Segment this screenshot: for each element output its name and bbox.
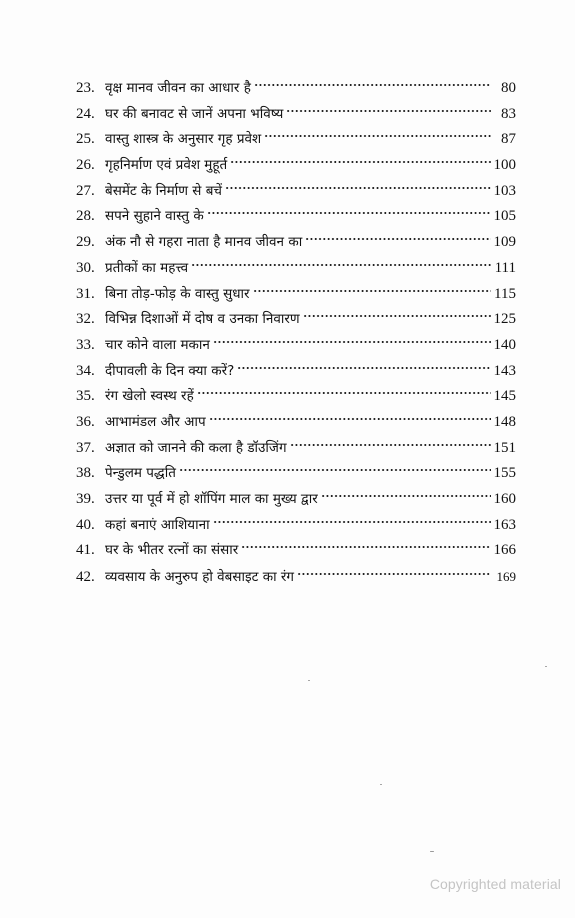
toc-entry-number: 25. <box>76 131 95 148</box>
dot-leader <box>209 416 491 422</box>
dot-leader <box>230 159 490 165</box>
toc-entry-number: 28. <box>76 208 95 225</box>
dot-leader <box>305 236 490 242</box>
toc-entry-title: दीपावली के दिन क्या करें? <box>105 362 235 379</box>
toc-entry <box>76 410 516 436</box>
scan-speck <box>308 680 310 681</box>
dot-leader <box>321 493 491 499</box>
dot-leader <box>254 82 491 88</box>
toc-entry <box>76 384 516 410</box>
toc-entry-page-number: 125 <box>493 311 516 328</box>
toc-entry-title: बेसमेंट के निर्माण से बचें <box>105 182 222 199</box>
toc-entry-page-number: 115 <box>494 285 516 302</box>
toc-entry <box>76 487 516 513</box>
dot-leader <box>191 262 491 268</box>
toc-entry <box>76 282 516 308</box>
toc-entry-title: अज्ञात को जानने की कला है डॉउजिंग <box>105 439 287 456</box>
dot-leader <box>303 313 491 319</box>
toc-entry <box>76 76 516 102</box>
toc-entry-title: पेन्डुलम पद्धति <box>105 465 176 482</box>
scan-speck <box>380 784 382 785</box>
toc-entry-number: 35. <box>76 388 95 405</box>
toc-entry-title: वृक्ष मानव जीवन का आधार है <box>105 80 251 96</box>
toc-entry-page-number: 155 <box>493 465 516 482</box>
toc-entry-page-number: 140 <box>493 336 516 353</box>
toc-entry <box>76 153 516 179</box>
copyright-watermark: Copyrighted material <box>429 876 561 892</box>
toc-entry-page-number: 83 <box>501 105 516 122</box>
toc-entry-number: 30. <box>76 259 95 276</box>
scan-speck <box>430 851 434 852</box>
toc-entry <box>76 256 516 282</box>
dot-leader <box>179 467 491 473</box>
toc-entry <box>76 461 516 487</box>
toc-entry-page-number: 143 <box>493 362 516 379</box>
toc-entry-page-number: 151 <box>493 439 516 456</box>
toc-entry-page-number: 166 <box>493 542 516 559</box>
toc-entry-number: 27. <box>76 182 95 199</box>
toc-entry-title: कहां बनाएं आशियाना <box>105 516 210 533</box>
toc-entry-number: 33. <box>76 336 95 353</box>
toc-entry-number: 31. <box>76 285 95 302</box>
toc-entry-title: चार कोने वाला मकान <box>105 336 210 353</box>
toc-entry-title: अंक नौ से गहरा नाता है मानव जीवन का <box>105 234 303 251</box>
toc-entry-page-number: 109 <box>493 234 516 251</box>
toc-entry <box>76 513 516 539</box>
scan-speck <box>545 666 547 667</box>
toc-entry-page-number: 87 <box>501 131 516 148</box>
toc-entry <box>76 307 516 333</box>
toc-entry-title: प्रतीकों का महत्त्व <box>105 259 189 276</box>
toc-entry-number: 38. <box>76 465 95 482</box>
toc-entry-number: 36. <box>76 413 95 430</box>
toc-entry-title: घर की बनावट से जानें अपना भविष्य <box>105 105 284 122</box>
dot-leader <box>225 185 491 191</box>
toc-entry-title: सपने सुहाने वास्तु के <box>105 208 204 225</box>
toc-entry-page-number: 103 <box>493 182 516 199</box>
toc-entry-page-number: 169 <box>496 569 516 585</box>
toc-entry-title: रंग खेलो स्वस्थ रहें <box>105 388 194 405</box>
toc-entry-title: आभामंडल और आप <box>105 413 206 430</box>
toc-entry-page-number: 160 <box>493 491 516 507</box>
toc-entry-title: घर के भीतर रत्नों का संसार <box>105 542 239 559</box>
toc-entry <box>76 564 516 590</box>
toc-entry-page-number: 148 <box>493 413 516 430</box>
toc-entry <box>76 127 516 153</box>
toc-entry <box>76 359 516 385</box>
toc-entry <box>76 436 516 462</box>
toc-entry-title: वास्तु शास्त्र के अनुसार गृह प्रवेश <box>105 131 262 148</box>
toc-entry-number: 23. <box>76 80 95 96</box>
toc-entry-title: बिना तोड़-फोड़ के वास्तु सुधार <box>105 285 250 302</box>
dot-leader <box>253 288 491 294</box>
toc-entry-number: 40. <box>76 516 95 533</box>
toc-entry-number: 39. <box>76 491 95 507</box>
toc-entry-page-number: 80 <box>501 80 516 96</box>
dot-leader <box>286 108 491 114</box>
toc-entry-number: 29. <box>76 234 95 251</box>
toc-entry <box>76 333 516 359</box>
toc-entry-page-number: 105 <box>493 208 516 225</box>
toc-entry <box>76 538 516 564</box>
toc-entry-number: 37. <box>76 439 95 456</box>
dot-leader <box>213 519 491 525</box>
table-of-contents <box>76 76 516 590</box>
toc-entry-page-number: 100 <box>493 157 516 174</box>
dot-leader <box>264 133 491 139</box>
toc-entry <box>76 102 516 128</box>
dot-leader <box>197 390 491 396</box>
toc-entry-title: विभिन्न दिशाओं में दोष व उनका निवारण <box>105 311 300 328</box>
dot-leader <box>213 339 491 345</box>
toc-entry-number: 41. <box>76 542 95 559</box>
dot-leader <box>207 210 491 216</box>
dot-leader <box>241 544 490 550</box>
toc-entry-title: गृहनिर्माण एवं प्रवेश मुहूर्त <box>105 157 228 174</box>
toc-entry-title: उत्तर या पूर्व में हो शॉपिंग माल का मुख्य द्वार <box>105 491 318 507</box>
toc-entry-number: 34. <box>76 362 95 379</box>
toc-entry <box>76 204 516 230</box>
dot-leader <box>237 365 490 371</box>
toc-entry-page-number: 163 <box>493 516 516 533</box>
toc-entry-number: 42. <box>76 569 95 586</box>
toc-entry-page-number: 145 <box>493 388 516 405</box>
toc-entry-number: 32. <box>76 311 95 328</box>
toc-entry <box>76 179 516 205</box>
dot-leader <box>297 571 491 577</box>
toc-entry-title: व्यवसाय के अनुरुप हो वेबसाइट का रंग <box>105 569 294 586</box>
dot-leader <box>290 442 491 448</box>
toc-entry-number: 24. <box>76 105 95 122</box>
toc-entry <box>76 230 516 256</box>
toc-entry-number: 26. <box>76 157 95 174</box>
toc-entry-page-number: 111 <box>494 259 516 276</box>
